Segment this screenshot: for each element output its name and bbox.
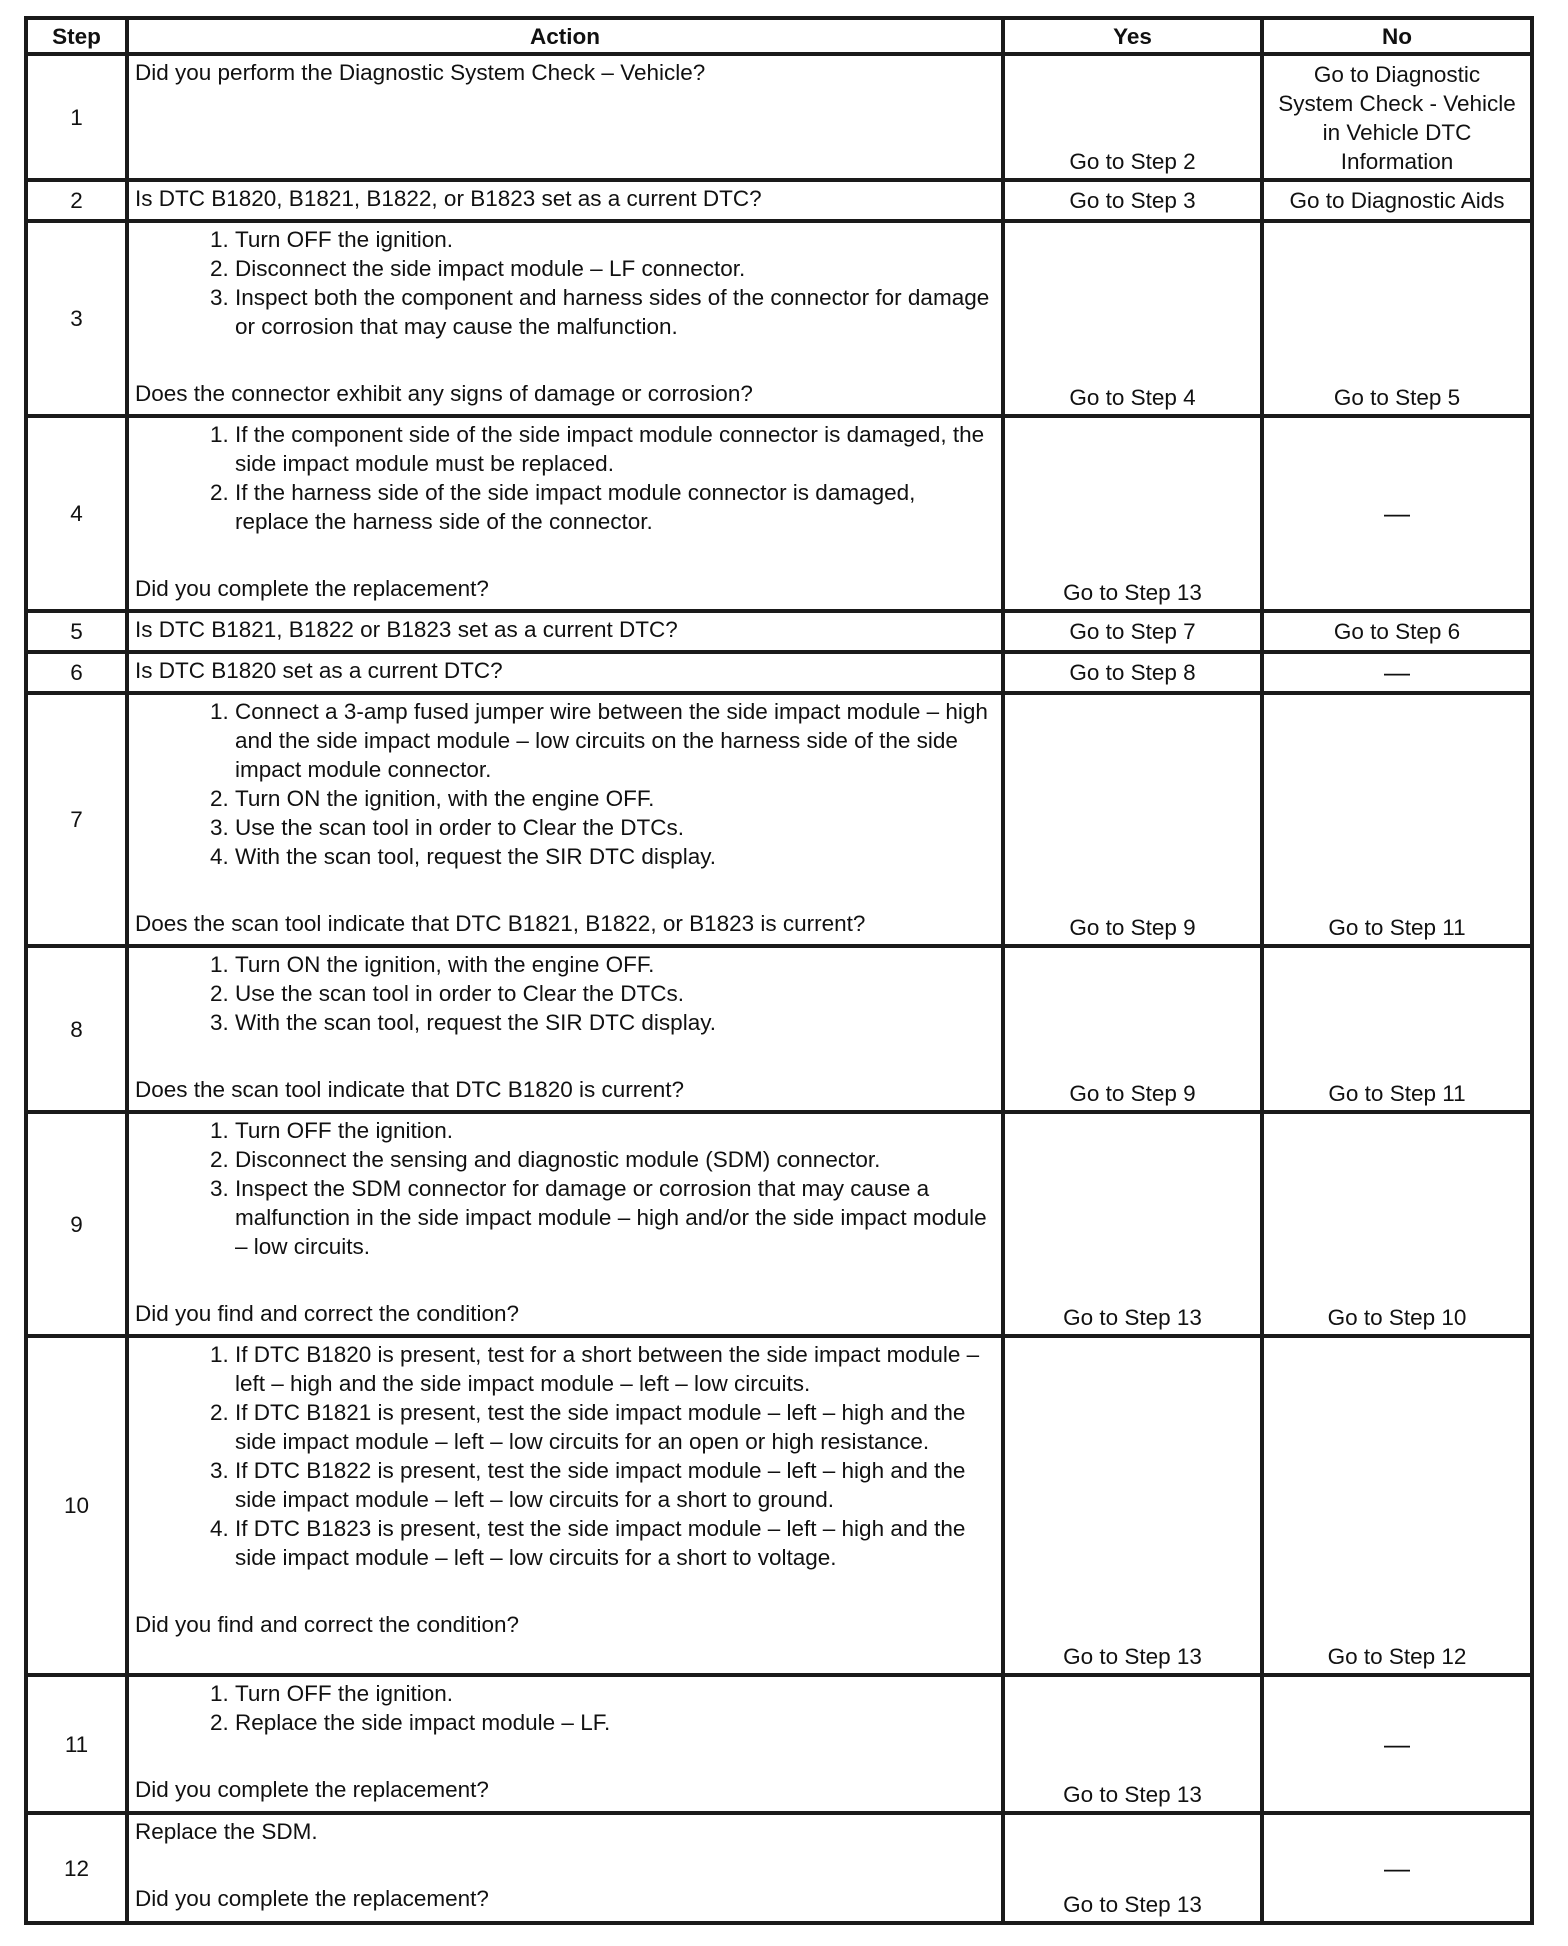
step-number: 10 [26, 1336, 127, 1675]
action-item: 2. If DTC B1821 is present, test the side impact module – left – high and the side impact module – left – low circuits for an open or high resistance. [235, 1398, 995, 1456]
action-cell [127, 221, 1003, 416]
action-item: 1. If DTC B1820 is present, test for a short between the side impact module – left – high and the side impact module – left – low circuits. [235, 1340, 995, 1398]
yes-result: Go to Step 13 [1003, 416, 1262, 611]
action-item: 3. If DTC B1822 is present, test the side impact module – left – high and the side impact module – left – low circuits for a short to ground. [235, 1456, 995, 1514]
action-cell [127, 1112, 1003, 1336]
no-result: Go to Step 12 [1262, 1336, 1532, 1675]
yes-result: Go to Step 4 [1003, 221, 1262, 416]
action-item: 1. Turn ON the ignition, with the engine OFF. [235, 950, 995, 979]
action-list [135, 1340, 995, 1572]
action-cell [127, 1675, 1003, 1813]
action-question: Is DTC B1820 set as a current DTC? [135, 658, 503, 683]
table-row [26, 221, 1532, 416]
action-list [135, 1679, 995, 1737]
yes-result: Go to Step 7 [1003, 611, 1262, 652]
no-result: — [1262, 1675, 1532, 1813]
action-question: Did you find and correct the condition? [135, 1612, 519, 1637]
no-result: — [1262, 652, 1532, 693]
yes-result: Go to Step 13 [1003, 1336, 1262, 1675]
yes-result: Go to Step 9 [1003, 693, 1262, 946]
yes-result: Go to Step 13 [1003, 1813, 1262, 1923]
action-item: 2. If the harness side of the side impact module connector is damaged, replace the harness side of the connector. [235, 478, 995, 536]
action-cell [127, 1336, 1003, 1675]
table-row [26, 693, 1532, 946]
action-list [135, 697, 995, 871]
action-item: 2. Turn ON the ignition, with the engine OFF. [235, 784, 995, 813]
step-number: 2 [26, 180, 127, 221]
step-number: 3 [26, 221, 127, 416]
action-item: 3. Use the scan tool in order to Clear the DTCs. [235, 813, 995, 842]
no-result: Go to Step 10 [1262, 1112, 1532, 1336]
action-item: 3. Inspect both the component and harness sides of the connector for damage or corrosion that may cause the malfunction. [235, 283, 995, 341]
table-row [26, 946, 1532, 1112]
yes-result: Go to Step 13 [1003, 1675, 1262, 1813]
action-cell [127, 416, 1003, 611]
table-row [26, 652, 1532, 693]
header-yes: Yes [1003, 18, 1262, 54]
action-list [135, 1116, 995, 1261]
table-row [26, 180, 1532, 221]
action-question: Does the connector exhibit any signs of damage or corrosion? [135, 381, 753, 406]
action-item: 2. Replace the side impact module – LF. [235, 1708, 995, 1737]
action-item: 1. Turn OFF the ignition. [235, 1116, 995, 1145]
action-question: Did you complete the replacement? [135, 1886, 489, 1911]
action-item: 1. If the component side of the side impact module connector is damaged, the side impact module must be replaced. [235, 420, 995, 478]
no-result: Go to Diagnostic System Check - Vehicle in Vehicle DTC Information [1262, 54, 1532, 180]
action-cell [127, 693, 1003, 946]
action-question: Did you complete the replacement? [135, 1777, 489, 1802]
action-cell [127, 54, 1003, 180]
no-result: Go to Step 11 [1262, 693, 1532, 946]
table-row [26, 1813, 1532, 1923]
action-list [135, 225, 995, 341]
action-cell [127, 1813, 1003, 1923]
header-step: Step [26, 18, 127, 54]
action-item: 3. With the scan tool, request the SIR DTC display. [235, 1008, 995, 1037]
table-row [26, 1112, 1532, 1336]
header-no: No [1262, 18, 1532, 54]
action-cell [127, 946, 1003, 1112]
yes-result: Go to Step 8 [1003, 652, 1262, 693]
action-question: Does the scan tool indicate that DTC B1821, B1822, or B1823 is current? [135, 911, 866, 936]
no-result: — [1262, 416, 1532, 611]
action-lead: Replace the SDM. [135, 1819, 318, 1844]
step-number: 11 [26, 1675, 127, 1813]
header-action: Action [127, 18, 1003, 54]
diagnostic-page [24, 16, 1534, 1925]
action-question: Did you complete the replacement? [135, 576, 489, 601]
step-number: 6 [26, 652, 127, 693]
action-item: 4. If DTC B1823 is present, test the side impact module – left – high and the side impact module – left – low circuits for a short to voltage. [235, 1514, 995, 1572]
action-item: 4. With the scan tool, request the SIR DTC display. [235, 842, 995, 871]
step-number: 1 [26, 54, 127, 180]
diagnostic-table [24, 16, 1534, 1925]
action-item: 2. Use the scan tool in order to Clear the DTCs. [235, 979, 995, 1008]
action-cell [127, 611, 1003, 652]
action-item: 2. Disconnect the side impact module – LF connector. [235, 254, 995, 283]
action-cell [127, 180, 1003, 221]
action-question: Did you find and correct the condition? [135, 1301, 519, 1326]
action-question: Does the scan tool indicate that DTC B1820 is current? [135, 1077, 685, 1102]
step-number: 9 [26, 1112, 127, 1336]
yes-result: Go to Step 3 [1003, 180, 1262, 221]
step-number: 7 [26, 693, 127, 946]
action-item: 1. Turn OFF the ignition. [235, 225, 995, 254]
action-item: 2. Disconnect the sensing and diagnostic module (SDM) connector. [235, 1145, 995, 1174]
step-number: 8 [26, 946, 127, 1112]
action-item: 3. Inspect the SDM connector for damage or corrosion that may cause a malfunction in the side impact module – high and/or the side impact module – low circuits. [235, 1174, 995, 1261]
action-question: Did you perform the Diagnostic System Check – Vehicle? [135, 60, 706, 85]
action-list [135, 950, 995, 1037]
no-result: Go to Step 6 [1262, 611, 1532, 652]
no-result: Go to Step 11 [1262, 946, 1532, 1112]
step-number: 5 [26, 611, 127, 652]
action-cell [127, 652, 1003, 693]
action-item: 1. Turn OFF the ignition. [235, 1679, 995, 1708]
yes-result: Go to Step 9 [1003, 946, 1262, 1112]
yes-result: Go to Step 2 [1003, 54, 1262, 180]
table-row [26, 54, 1532, 180]
action-list [135, 420, 995, 536]
table-row [26, 1675, 1532, 1813]
table-row [26, 1336, 1532, 1675]
no-result: — [1262, 1813, 1532, 1923]
step-number: 4 [26, 416, 127, 611]
no-result: Go to Step 5 [1262, 221, 1532, 416]
action-item: 1. Connect a 3-amp fused jumper wire between the side impact module – high and the side impact module – low circuits on the harness side of the side impact module connector. [235, 697, 995, 784]
table-row [26, 611, 1532, 652]
table-row [26, 416, 1532, 611]
action-question: Is DTC B1820, B1821, B1822, or B1823 set as a current DTC? [135, 186, 762, 211]
step-number: 12 [26, 1813, 127, 1923]
action-question: Is DTC B1821, B1822 or B1823 set as a current DTC? [135, 617, 678, 642]
yes-result: Go to Step 13 [1003, 1112, 1262, 1336]
header-row [26, 18, 1532, 54]
no-result: Go to Diagnostic Aids [1262, 180, 1532, 221]
